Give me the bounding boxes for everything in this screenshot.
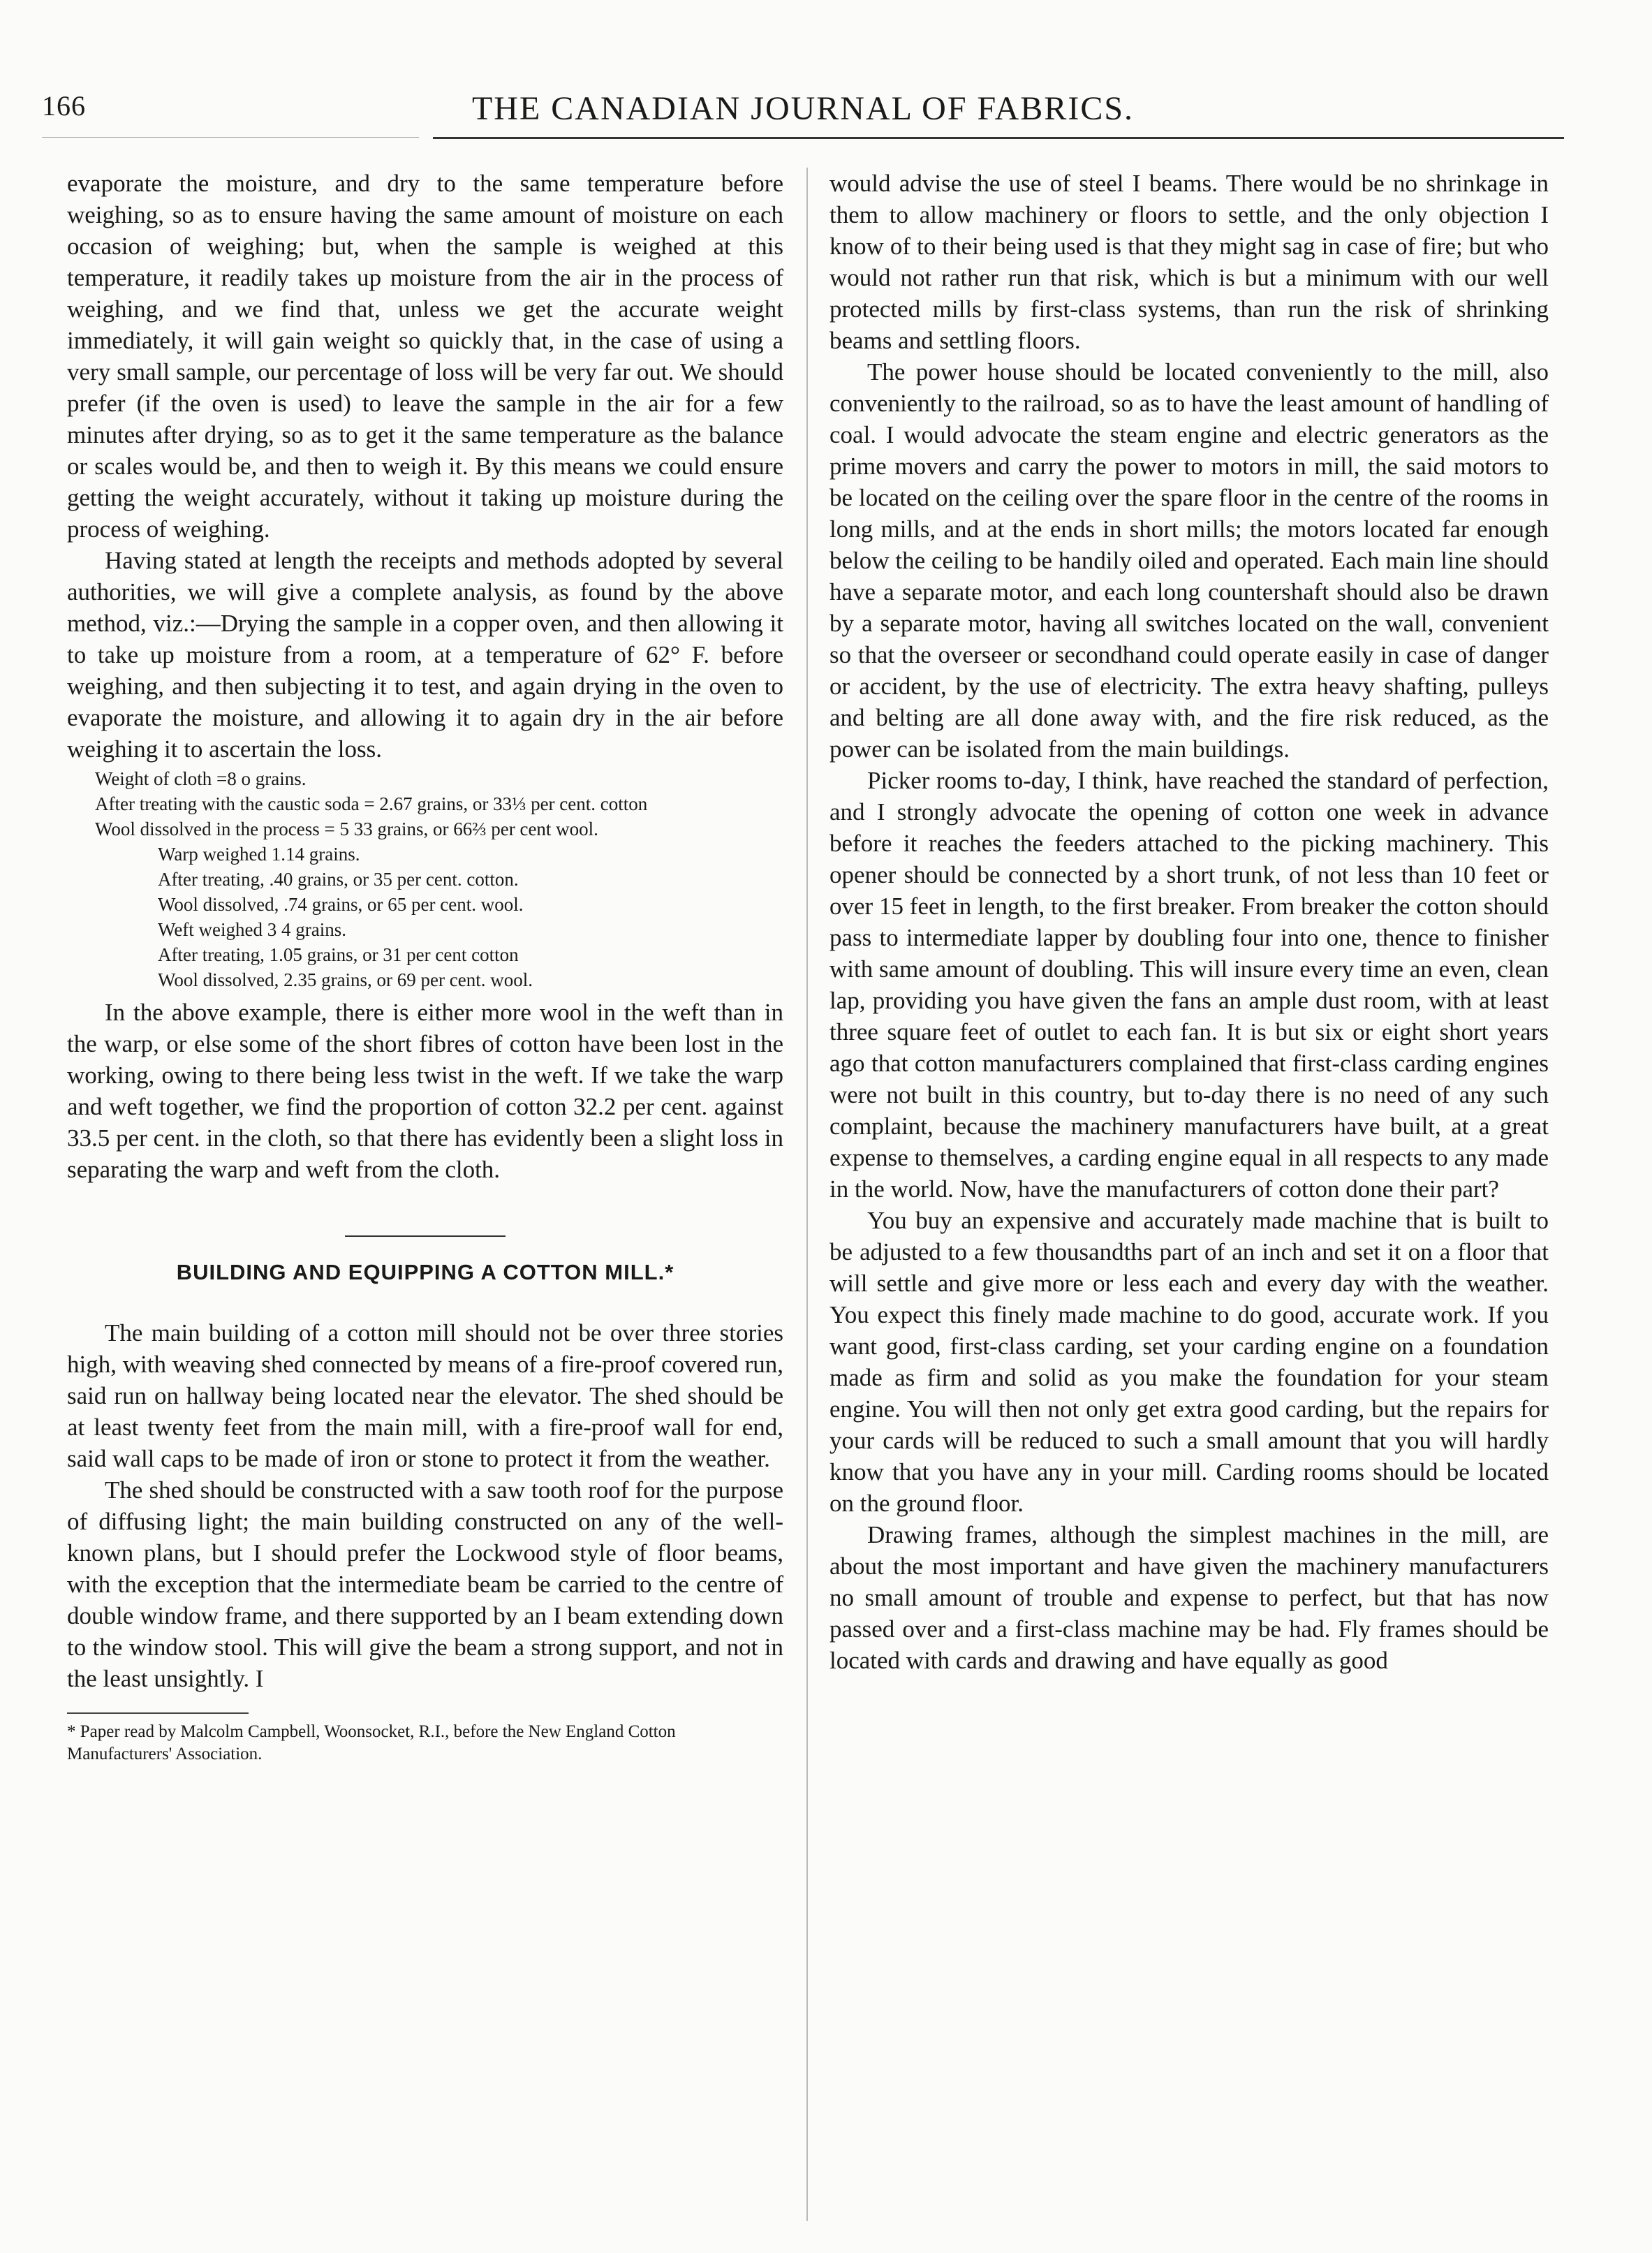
header-rule-left [42, 137, 419, 138]
page-header [42, 89, 1564, 138]
paragraph: would advise the use of steel I beams. There would be no shrinkage in them to allow machinery or floors to settle, and the only objection I know of to their being used is that they might sag in case of fire; but who would not rather run that risk, which is but a minimum with our well protected mills by first-class systems, than run the risk of shrinking beams and settling floors. [829, 170, 1549, 354]
left-column [67, 168, 783, 1766]
paragraph: evaporate the moisture, and dry to the same temperature before weighing, so as to ensure having the same amount of moisture on each occasion of weighing; but, when the sample is weighed at this temperature, it readily takes up moisture from the air in the process of weighing, and we find that, unless we get the accurate weight immediately, it will gain weight so quickly that, in the case of using a very small sample, our percentage of loss will be very far out. We should prefer (if the oven is used) to leave the sample in the air for a few minutes after drying, so as to get it the same temperature as the balance or scales would be, and then to weigh it. By this means we could ensure getting the weight accurately, without it taking up moisture during the process of weighing. [67, 170, 783, 543]
data-line: After treating, 1.05 grains, or 31 per cent cotton [158, 944, 519, 965]
paragraph: The main building of a cotton mill should not be over three stories high, with weaving shed connected by means of a fire-proof covered run, said run on hallway being located near the elevator. The shed should be at least twenty feet from the main mill, with a fire-proof wall for end, said wall caps to be made of iron or stone to protect it from the weather. [67, 1319, 783, 1472]
data-line: Weight of cloth =8 o grains. [95, 768, 307, 789]
paragraph: You buy an expensive and accurately made machine that is built to be adjusted to a few thousandths part of an inch and set it on a floor that will settle and give more or less each and every day with the weather. You expect this finely made machine to do good, accurate work. If you want good, first-class carding, set your carding engine on a foundation made as firm and solid as you make the foundation for your steam engine. You will then not only get extra good carding, but the repairs for your cards will be reduced to such a small amount that you will hardly know that you have any in your mill. Carding rooms should be located on the ground floor. [829, 1207, 1549, 1517]
page-number: 166 [42, 90, 86, 122]
data-line: After treating with the caustic soda = 2.67 grains, or 33⅓ per cent. cotton [95, 793, 648, 814]
analysis-data-block [67, 766, 783, 992]
right-column [829, 168, 1549, 1676]
data-line: Wool dissolved, 2.35 grains, or 69 per cent. wool. [158, 969, 533, 990]
data-line: Warp weighed 1.14 grains. [158, 844, 360, 865]
footnote: * Paper read by Malcolm Campbell, Woonsocket, R.I., before the New England Cotton Manufacturers' Association. [67, 1722, 676, 1763]
footnote-divider [67, 1712, 249, 1714]
data-line: After treating, .40 grains, or 35 per cent. cotton. [158, 869, 519, 890]
paragraph: Having stated at length the receipts and methods adopted by several authorities, we will give a complete analysis, as found by the above method, viz.:—Drying the sample in a copper oven, and then allowing it to take up moisture from a room, at a temperature of 62° F. before weighing, and then subjecting it to test, and again drying in the oven to evaporate the moisture, and allowing it to again dry in the air before weighing it to ascertain the loss. [67, 547, 783, 763]
column-divider [806, 168, 808, 2221]
paragraph: Drawing frames, although the simplest machines in the mill, are about the most important and have given the machinery manufacturers no small amount of trouble and expense to perfect, but that has now passed over and a first-class machine may be had. Fly frames should be located with cards and drawing and have equally as good [829, 1521, 1549, 1674]
paragraph: The shed should be constructed with a saw tooth roof for the purpose of diffusing light; the main building constructed on any of the well-known plans, but I should prefer the Lockwood style of floor beams, with the exception that the intermediate beam be carried to the centre of double window frame, and there supported by an I beam extending down to the window stool. This will give the beam a strong support, and not in the least unsightly. I [67, 1476, 783, 1692]
header-rule [433, 137, 1564, 139]
data-line: Wool dissolved, .74 grains, or 65 per cent. wool. [158, 894, 524, 915]
journal-title: THE CANADIAN JOURNAL OF FABRICS. [471, 90, 1135, 127]
section-heading: BUILDING AND EQUIPPING A COTTON MILL.* [176, 1260, 674, 1284]
section-divider [345, 1235, 506, 1237]
data-line: Wool dissolved in the process = 5 33 grains, or 66⅔ per cent wool. [95, 819, 598, 839]
paragraph: The power house should be located conveniently to the mill, also conveniently to the railroad, so as to have the least amount of handling of coal. I would advocate the steam engine and electric generators as the prime movers and carry the power to motors in mill, the said motors to be located on the ceiling over the spare floor in the centre of the rooms in long mills, and at the ends in short mills; the motors located far enough below the ceiling to be handily oiled and operated. Each main line should have a separate motor, and each long countershaft should also be drawn by a separate motor, having all switches located on the wall, convenient so that the overseer or secondhand could operate easily in case of danger or accident, by the use of electricity. The extra heavy shafting, pulleys and belting are all done away with, and the fire risk reduced, as the power can be isolated from the main buildings. [829, 358, 1549, 763]
paragraph: Picker rooms to-day, I think, have reached the standard of perfection, and I strongly advocate the opening of cotton one week in advance before it reaches the feeders attached to the picking machinery. This opener should be connected by a short trunk, of not less than 10 feet or over 15 feet in length, to the first breaker. From breaker the cotton should pass to intermediate lapper by doubling four into one, thence to finisher with same amount of doubling. This will insure every time an even, clean lap, providing you have given the fans an ample dust room, with at least three square feet of outlet to each fan. It is but six or eight short years ago that cotton manufacturers complained that first-class carding engines were not built in this country, but to-day there is no need of any such complaint, because the machinery manufacturers have built, at a great expense to themselves, a carding engine equal in all respects to any made in the world. Now, have the manufacturers of cotton done their part? [829, 767, 1549, 1203]
data-line: Weft weighed 3 4 grains. [158, 919, 346, 940]
paragraph: In the above example, there is either more wool in the weft than in the warp, or else some of the short fibres of cotton have been lost in the working, owing to there being less twist in the weft. If we take the warp and weft together, we find the proportion of cotton 32.2 per cent. against 33.5 per cent. in the cloth, so that there has evidently been a slight loss in separating the warp and weft from the cloth. [67, 999, 783, 1183]
